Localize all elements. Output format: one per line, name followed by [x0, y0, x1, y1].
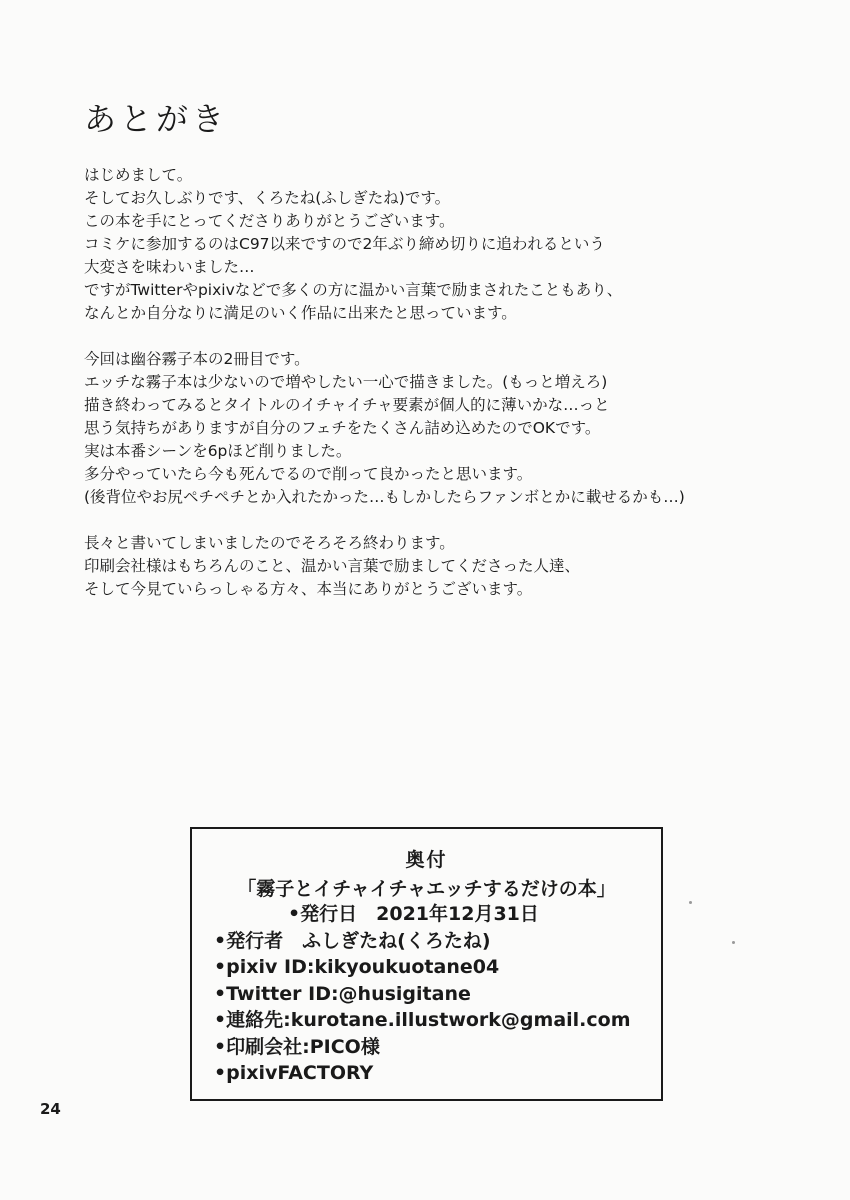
text-line: 大変さを味わいました… — [84, 258, 255, 276]
afterword-paragraph — [84, 348, 784, 509]
colophon-contact-email: •連絡先:kurotane.illustwork@gmail.com — [214, 1009, 631, 1031]
afterword-body — [84, 164, 784, 624]
text-line: ですがTwitterやpixivなどで多くの方に温かい言葉で励まされたこともあり、 — [84, 281, 623, 299]
colophon-pixiv-id: •pixiv ID:kikyoukuotane04 — [214, 956, 500, 978]
afterword-paragraph — [84, 532, 784, 601]
text-line: なんとか自分なりに満足のいく作品に出来たと思っています。 — [84, 304, 517, 322]
text-line: エッチな霧子本は少ないので増やしたい一心で描きました。(もっと増えろ) — [84, 373, 608, 391]
text-line: (後背位やお尻ペチペチとか入れたかった…もしかしたらファンボとかに載せるかも…) — [84, 488, 685, 506]
text-line: この本を手にとってくださりありがとうございます。 — [84, 212, 455, 230]
text-line: はじめまして。 — [84, 166, 193, 184]
text-line: 実は本番シーンを6pほど削りました。 — [84, 442, 352, 460]
colophon-print-service: •pixivFACTORY — [214, 1062, 374, 1084]
afterword-paragraph — [84, 164, 784, 325]
text-line: コミケに参加するのはC97以来ですので2年ぶり締め切りに追われるという — [84, 235, 605, 253]
colophon-twitter-id: •Twitter ID:@husigitane — [214, 982, 471, 1005]
colophon-release-date: •発行日 2021年12月31日 — [288, 903, 539, 925]
colophon-printer: •印刷会社:PICO様 — [214, 1035, 380, 1058]
colophon-book-title: 「霧子とイチャイチャエッチするだけの本」 — [237, 878, 616, 900]
text-line: 長々と書いてしまいましたのでそろそろ終わります。 — [84, 534, 455, 552]
colophon-heading: 奥付 — [405, 849, 448, 871]
colophon-box — [190, 827, 663, 1101]
text-line: そしてお久しぶりです、くろたね(ふしぎたね)です。 — [84, 189, 451, 207]
text-line: そして今見ていらっしゃる方々、本当にありがとうございます。 — [84, 580, 533, 598]
scan-speck — [732, 941, 735, 944]
text-line: 今回は幽谷霧子本の2冊目です。 — [84, 350, 310, 368]
scan-speck — [689, 901, 692, 904]
text-line: 思う気持ちがありますが自分のフェチをたくさん詰め込めたのでOKです。 — [84, 419, 601, 437]
page-title: あとがき — [84, 100, 229, 138]
colophon-list — [192, 901, 661, 1087]
page-number: 24 — [40, 1100, 61, 1118]
text-line: 多分やっていたら今も死んでるので削って良かったと思います。 — [84, 465, 533, 483]
colophon-publisher: •発行者 ふしぎたね(くろたね) — [214, 929, 491, 952]
text-line: 描き終わってみるとタイトルのイチャイチャ要素が個人的に薄いかな…っと — [84, 396, 610, 414]
text-line: 印刷会社様はもちろんのこと、温かい言葉で励ましてくださった人達、 — [84, 557, 581, 575]
